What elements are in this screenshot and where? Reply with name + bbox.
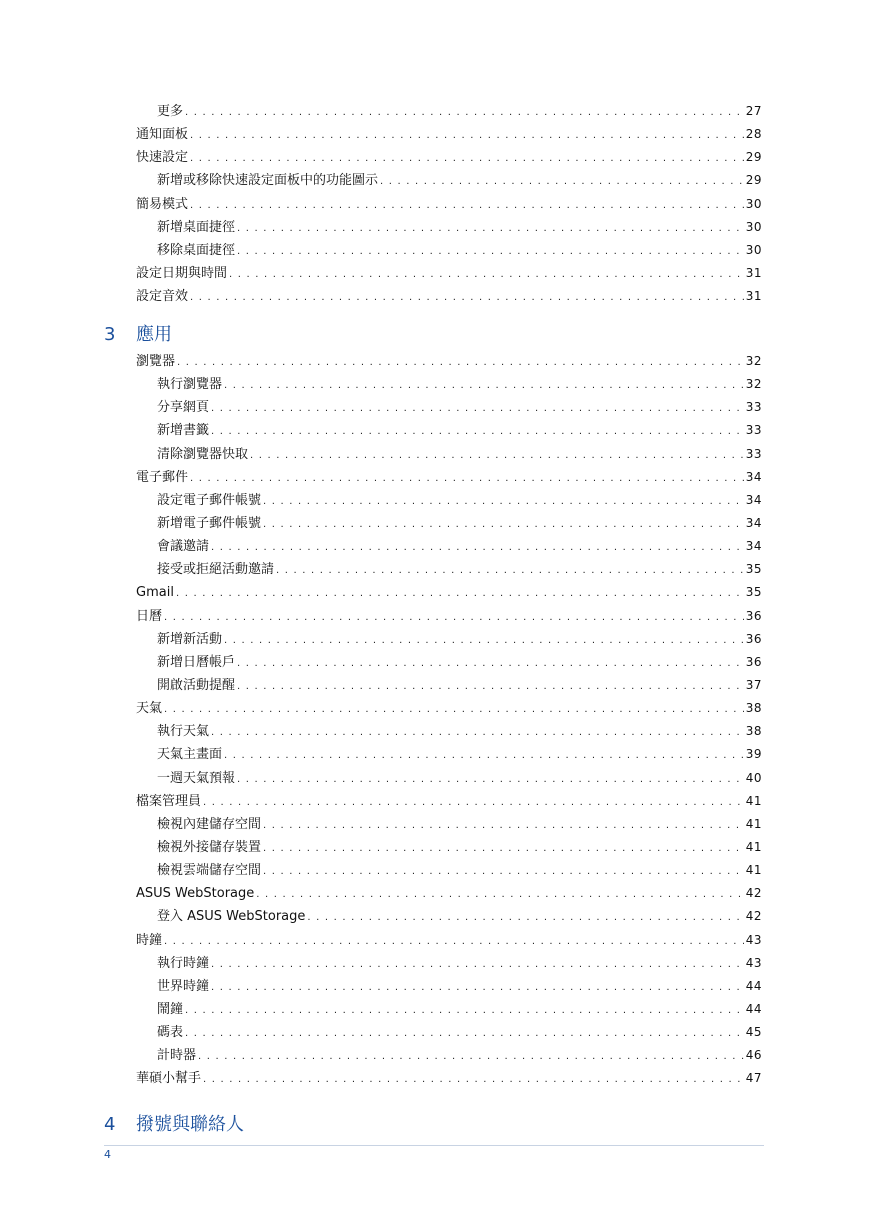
toc-entry-page: 27 <box>745 104 762 118</box>
toc-entry[interactable] <box>136 905 762 928</box>
dot-leader <box>190 194 744 217</box>
dot-leader <box>164 930 744 953</box>
toc-entry[interactable] <box>136 396 762 419</box>
toc-entry[interactable] <box>136 674 762 697</box>
toc-entry[interactable] <box>136 813 762 836</box>
chapter-number: 4 <box>104 1114 116 1135</box>
dot-leader <box>276 559 744 582</box>
toc-entry-title: 華碩小幫手 <box>136 1071 202 1087</box>
toc-entry-page: 28 <box>745 127 762 142</box>
toc-entry-title: 設定日期與時間 <box>136 265 228 281</box>
toc-entry-title: 檢視外接儲存裝置 <box>157 839 262 855</box>
dot-leader <box>263 490 744 513</box>
toc-entry[interactable] <box>136 123 762 146</box>
toc-entry-title: 檔案管理員 <box>136 793 202 809</box>
toc-entry[interactable] <box>136 443 762 466</box>
toc-entry-title: 日曆 <box>136 608 163 624</box>
toc-entry[interactable] <box>136 373 762 396</box>
toc-entry[interactable] <box>136 350 762 373</box>
toc-entry[interactable] <box>136 146 762 169</box>
toc-entry[interactable] <box>136 466 762 489</box>
toc-entry[interactable] <box>136 581 762 604</box>
dot-leader <box>380 170 744 193</box>
toc-entry-title: 檢視雲端儲存空間 <box>157 863 262 879</box>
toc-entry-page: 43 <box>745 932 762 947</box>
toc-entry-page: 31 <box>745 289 762 304</box>
dot-leader <box>203 1068 744 1091</box>
dot-leader <box>203 791 744 814</box>
footer-divider <box>104 1145 764 1146</box>
toc-entry-title: 一週天氣預報 <box>157 770 236 786</box>
toc-entry-page: 45 <box>745 1025 762 1040</box>
toc-entry-page: 29 <box>745 173 762 188</box>
dot-leader <box>190 147 744 170</box>
dot-leader <box>250 444 744 467</box>
toc-entry-title: 清除瀏覽器快取 <box>157 446 249 462</box>
toc-entry[interactable] <box>136 952 762 975</box>
toc-entry-page: 29 <box>745 150 762 165</box>
chapter-title: 撥號與聯絡人 <box>136 1114 244 1135</box>
toc-entry[interactable] <box>136 193 762 216</box>
dot-leader <box>185 1022 744 1045</box>
toc-entry[interactable] <box>136 1021 762 1044</box>
toc-entry-page: 38 <box>745 701 762 716</box>
toc-entry-title: 開啟活動提醒 <box>157 677 236 693</box>
toc-entry[interactable] <box>136 1067 762 1090</box>
toc-entry[interactable] <box>136 743 762 766</box>
toc-entry[interactable] <box>136 882 762 905</box>
toc-entry-title: 會議邀請 <box>157 539 210 555</box>
toc-entry-page: 41 <box>745 863 762 878</box>
dot-leader <box>164 698 744 721</box>
toc-entry-page: 34 <box>745 515 762 530</box>
dot-leader <box>256 883 743 906</box>
toc-entry-page: 39 <box>745 747 762 762</box>
toc-entry[interactable] <box>136 512 762 535</box>
dot-leader <box>185 101 744 124</box>
chapter-heading <box>104 1112 244 1138</box>
dot-leader <box>211 536 744 559</box>
toc-entry[interactable] <box>136 489 762 512</box>
toc-entry[interactable] <box>136 216 762 239</box>
dot-leader <box>190 467 744 490</box>
toc-entry-title: Gmail <box>136 585 174 601</box>
toc-entry-title: 檢視內建儲存空間 <box>157 816 262 832</box>
toc-entry-title: 執行瀏覽器 <box>157 377 223 393</box>
dot-leader <box>211 420 744 443</box>
toc-entry-title: 瀏覽器 <box>136 354 176 369</box>
toc-entry[interactable] <box>136 836 762 859</box>
toc-entry-title: 執行天氣 <box>157 724 210 740</box>
toc-entry-page: 47 <box>745 1071 762 1086</box>
dot-leader <box>237 768 744 791</box>
toc-entry-page: 46 <box>745 1048 762 1063</box>
toc-entry-title: 時鐘 <box>136 932 163 948</box>
toc-entry-title: 鬧鐘 <box>157 1001 184 1017</box>
toc-entry[interactable] <box>136 628 762 651</box>
dot-leader <box>237 675 744 698</box>
toc-entry-page: 30 <box>745 196 762 211</box>
toc-entry-title: 碼表 <box>157 1025 184 1041</box>
toc-entry-page: 38 <box>745 724 762 739</box>
toc-entry-title: 新增桌面捷徑 <box>157 219 236 235</box>
toc-entry-page: 41 <box>745 816 762 831</box>
toc-entry-page: 32 <box>745 377 762 392</box>
toc-entry-page: 36 <box>745 654 762 669</box>
toc-entry-title: 電子郵件 <box>136 469 189 485</box>
toc-entry-page: 31 <box>745 265 762 280</box>
toc-entry[interactable] <box>136 605 762 628</box>
toc-entry-title: 新增新活動 <box>157 631 223 647</box>
chapter-number: 3 <box>104 324 116 345</box>
dot-leader <box>307 906 743 929</box>
toc-entry-page: 41 <box>745 839 762 854</box>
toc-entry[interactable] <box>136 419 762 442</box>
toc-entry[interactable] <box>136 285 762 308</box>
toc-entry[interactable] <box>136 975 762 998</box>
toc-entry-page: 33 <box>745 446 762 461</box>
toc-section-chapter-2-tail <box>136 100 762 308</box>
dot-leader <box>237 652 744 675</box>
toc-entry[interactable] <box>136 720 762 743</box>
toc-entry-title: ASUS WebStorage <box>136 886 255 902</box>
toc-entry-title: 執行時鐘 <box>157 955 210 971</box>
toc-section-chapter-3 <box>136 350 762 1091</box>
toc-entry[interactable] <box>136 651 762 674</box>
toc-entry-page: 41 <box>745 793 762 808</box>
dot-leader <box>229 263 744 286</box>
toc-entry[interactable] <box>136 169 762 192</box>
toc-entry-page: 44 <box>745 978 762 993</box>
toc-entry-page: 33 <box>745 423 762 438</box>
chapter-heading <box>104 322 172 348</box>
toc-entry[interactable] <box>136 239 762 262</box>
page-number: 4 <box>104 1148 111 1161</box>
dot-leader <box>190 286 744 309</box>
toc-entry[interactable] <box>136 262 762 285</box>
toc-entry-title: 天氣主畫面 <box>157 747 223 763</box>
dot-leader <box>224 744 744 767</box>
toc-entry-page: 30 <box>745 219 762 234</box>
dot-leader <box>211 721 744 744</box>
dot-leader <box>190 124 744 147</box>
dot-leader <box>211 976 744 999</box>
chapter-title: 應用 <box>136 324 172 345</box>
toc-entry-page: 33 <box>745 400 762 415</box>
toc-entry-page: 42 <box>745 909 762 924</box>
dot-leader <box>237 217 744 240</box>
toc-entry-title: 計時器 <box>157 1048 197 1064</box>
dot-leader <box>198 1045 744 1068</box>
toc-entry[interactable] <box>136 558 762 581</box>
dot-leader <box>263 837 744 860</box>
dot-leader <box>224 629 744 652</box>
dot-leader <box>263 814 744 837</box>
dot-leader <box>211 397 744 420</box>
toc-entry-page: 34 <box>745 492 762 507</box>
toc-entry[interactable] <box>136 535 762 558</box>
toc-entry-page: 34 <box>745 539 762 554</box>
dot-leader <box>164 606 744 629</box>
toc-entry-page: 40 <box>745 770 762 785</box>
dot-leader <box>185 999 744 1022</box>
toc-entry[interactable] <box>136 859 762 882</box>
toc-entry-title: 更多 <box>157 104 184 119</box>
toc-entry-page: 44 <box>745 1001 762 1016</box>
toc-entry[interactable] <box>136 100 762 123</box>
toc-entry-title: 設定電子郵件帳號 <box>157 492 262 508</box>
toc-entry[interactable] <box>136 1044 762 1067</box>
dot-leader <box>263 513 744 536</box>
toc-entry-page: 35 <box>745 585 762 600</box>
toc-entry-title: 新增或移除快速設定面板中的功能圖示 <box>157 173 379 189</box>
toc-entry[interactable] <box>136 767 762 790</box>
toc-entry[interactable] <box>136 998 762 1021</box>
toc-entry-title: 新增電子郵件帳號 <box>157 515 262 531</box>
toc-entry[interactable] <box>136 790 762 813</box>
toc-entry-page: 36 <box>745 631 762 646</box>
toc-entry-page: 34 <box>745 469 762 484</box>
toc-entry-title: 天氣 <box>136 701 163 717</box>
dot-leader <box>224 374 744 397</box>
toc-entry-page: 42 <box>745 886 762 901</box>
toc-entry-page: 30 <box>745 242 762 257</box>
dot-leader <box>211 953 744 976</box>
toc-entry[interactable] <box>136 697 762 720</box>
toc-entry-title: 新增日曆帳戶 <box>157 654 236 670</box>
toc-entry-title: 新增書籤 <box>157 423 210 439</box>
toc-entry-title: 簡易模式 <box>136 196 189 212</box>
dot-leader <box>176 582 744 605</box>
toc-entry-title: 通知面板 <box>136 127 189 143</box>
dot-leader <box>177 351 744 374</box>
dot-leader <box>237 240 744 263</box>
toc-entry[interactable] <box>136 929 762 952</box>
toc-entry-title: 快速設定 <box>136 150 189 166</box>
toc-entry-page: 32 <box>745 354 762 368</box>
toc-entry-title: 分享網頁 <box>157 400 210 416</box>
toc-entry-page: 35 <box>745 562 762 577</box>
table-of-contents <box>136 100 762 308</box>
toc-entry-page: 43 <box>745 955 762 970</box>
toc-entry-title: 移除桌面捷徑 <box>157 242 236 258</box>
toc-entry-title: 接受或拒絕活動邀請 <box>157 562 275 578</box>
toc-entry-title: 設定音效 <box>136 289 189 305</box>
toc-entry-title: 登入 ASUS WebStorage <box>157 909 306 925</box>
toc-entry-page: 37 <box>745 677 762 692</box>
toc-entry-page: 36 <box>745 608 762 623</box>
dot-leader <box>263 860 744 883</box>
toc-entry-title: 世界時鐘 <box>157 978 210 994</box>
